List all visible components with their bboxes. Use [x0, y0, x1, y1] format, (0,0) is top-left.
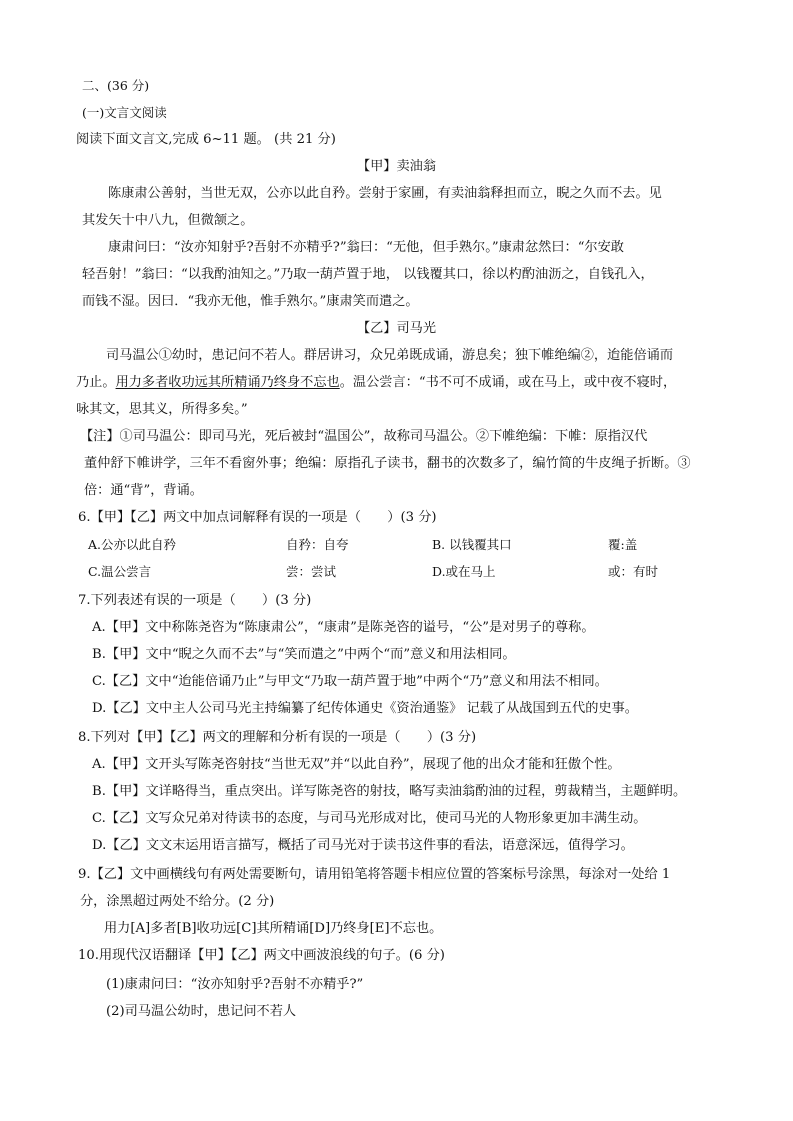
q6-option-d: D.或在马上: [432, 564, 496, 579]
underlined-sentence: 用力多者收功远其所精诵乃终身不忘也: [115, 375, 340, 390]
q9-sentence: 用力[A]多者[B]收功远[C]其所精诵[D]乃终身[E]不忘也。: [104, 921, 443, 936]
note-line: 【注】①司马温公：即司马光，死后被封“温国公”，故称司马温公。②下帷绝编：下帷：原指汉代: [80, 429, 648, 444]
q6-option-c-gloss: 尝：尝试: [286, 564, 337, 579]
question-9-stem-cont: 分，涂黑超过两处不给分。(2 分): [80, 894, 275, 909]
note-line: 董仲舒下帷讲学，三年不看窗外事；绝编：原指孔子读书，翻书的次数多了，编竹简的牛皮绳子折断。③: [84, 456, 691, 471]
q8-option-a: A.【甲】文开头写陈尧咨射技“当世无双”并“以此自矜”，展现了他的出众才能和狂傲个性。: [92, 757, 621, 772]
passage-yi-line: [76, 374, 676, 392]
q8-option-b: B.【甲】文详略得当，重点突出。详写陈尧咨的射技，略写卖油翁酌油的过程，剪裁精当，主题鲜明。: [92, 784, 687, 799]
passage-jia-line: 其发矢十中八九，但微颔之。: [82, 213, 254, 228]
passage-jia-line: 康肃问曰：“汝亦知射乎?吾射不亦精乎?”翁曰：“无他，但手熟尔。”康肃忿然曰：“尔安敢: [108, 240, 624, 255]
q8-option-d: D.【乙】文文末运用语言描写，概括了司马光对于读书这件事的看法，语意深远，值得学习。: [92, 838, 634, 853]
q6-option-c: C.温公尝言: [88, 564, 152, 579]
passage-jia-line: 陈康肃公善射，当世无双，公亦以此自矜。尝射于家圃，有卖油翁释担而立，睨之久而不去。见: [108, 186, 662, 201]
passage-jia-title: 【甲】卖油翁: [356, 159, 437, 174]
q7-option-c: C.【乙】文中“迨能倍诵乃止”与甲文“乃取一葫芦置于地”中两个“乃”意义和用法不相同。: [92, 674, 608, 689]
q6-option-a-gloss: 自矜：自夸: [286, 537, 349, 552]
q6-option-a: A.公亦以此自矜: [88, 537, 177, 552]
q10-item-1: (1)康肃问曰：“汝亦知射乎?吾射不亦精乎?”: [106, 977, 364, 992]
question-10-stem: 10.用现代汉语翻译【甲】【乙】两文中画波浪线的句子。(6 分): [78, 948, 445, 963]
passage-jia-line: 而钱不湿。因曰．“我亦无他，惟手熟尔。”康肃笑而遣之。: [82, 294, 419, 309]
q6-option-b: B. 以钱覆其口: [432, 537, 512, 552]
passage-yi-line: 司马温公①幼时，患记问不若人。群居讲习，众兄弟既成诵，游息矣；独下帷绝编②，迨能倍诵而: [106, 348, 674, 363]
q6-option-d-gloss: 或：有时: [608, 564, 659, 579]
question-7-stem: 7.下列表述有误的一项是（ ）(3 分): [78, 593, 312, 608]
q8-option-c: C.【乙】文写众兄弟对待读书的态度，与司马光形成对比，使司马光的人物形象更加丰满生动。: [92, 811, 647, 826]
passage-yi-line: 咏其文，思其义，所得多矣。”: [76, 402, 248, 417]
question-8-stem: 8.下列对【甲】【乙】两文的理解和分析有误的一项是（ ）(3 分): [78, 730, 477, 745]
note-line: 倍：通“背”，背诵。: [84, 483, 203, 498]
passage-yi-title: 【乙】司马光: [356, 321, 437, 336]
section-heading: 二、(36 分): [82, 78, 150, 93]
q7-option-b: B.【甲】文中“睨之久而不去”与“笑而遣之”中两个“而”意义和用法相同。: [92, 647, 516, 662]
q7-option-a: A.【甲】文中称陈尧咨为“陈康肃公”，“康肃”是陈尧咨的谥号，“公”是对男子的尊称。: [92, 620, 595, 635]
q7-option-d: D.【乙】文中主人公司马光主持编纂了纪传体通史《资治通鉴》 记载了从战国到五代的史事。: [92, 701, 638, 716]
question-9-stem: 9.【乙】文中画横线句有两处需要断句，请用铅笔将答题卡相应位置的答案标号涂黑，每涂对一处给 1: [78, 867, 671, 882]
passage-jia-line: 轻吾射！”翁曰：“以我酌油知之。”乃取一葫芦置于地， 以钱覆其口，徐以杓酌油沥之，自钱孔入，: [82, 267, 654, 282]
q10-item-2: (2)司马温公幼时，患记问不若人: [106, 1004, 297, 1019]
passage-yi-text: 。温公尝言：“书不可不成诵，或在马上，或中夜不寝时，: [339, 375, 677, 390]
q6-option-b-gloss: 覆:盖: [608, 537, 638, 552]
section-subheading: (一)文言文阅读: [82, 105, 167, 120]
question-6-stem: 6.【甲】【乙】两文中加点词解释有误的一项是（ ）(3 分): [78, 510, 437, 525]
passage-yi-text: 乃止。: [76, 375, 116, 390]
section-instruction: 阅读下面文言文,完成 6~11 题。 (共 21 分): [76, 132, 336, 147]
